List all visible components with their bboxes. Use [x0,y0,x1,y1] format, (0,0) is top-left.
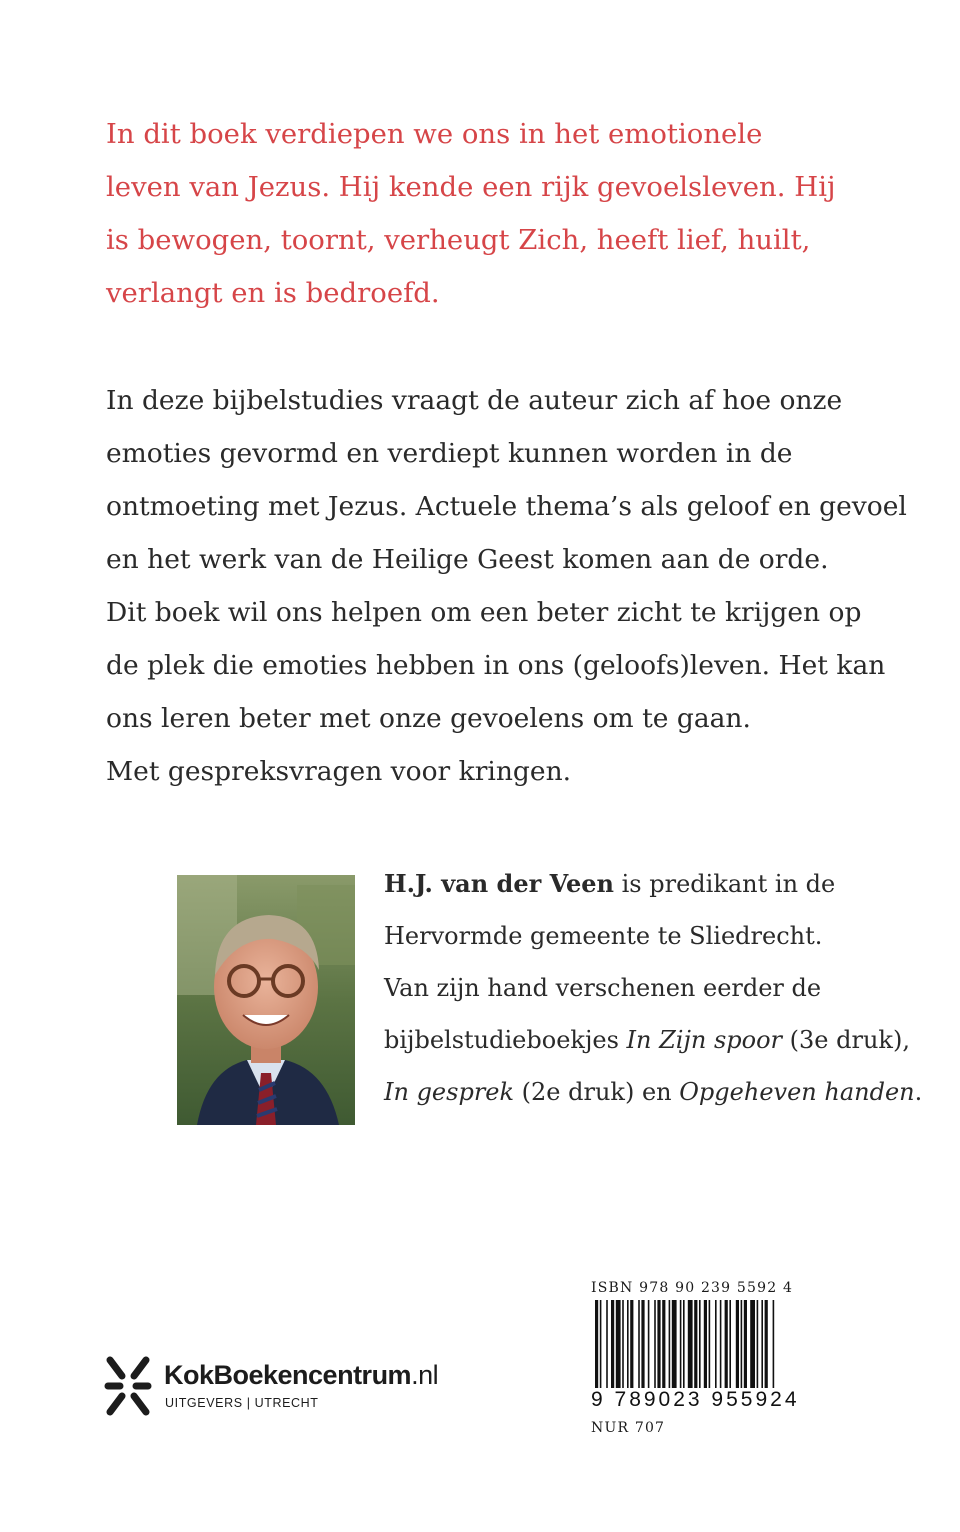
description-line: Met gespreksvragen voor kringen. [106,756,572,787]
description-line: ons leren beter met onze gevoelens om te gaan. [106,703,751,734]
barcode-number: 9 789023 955924 [591,1388,823,1412]
bio-line: In gesprek (2e druk) en Opgeheven handen. [384,1078,923,1106]
intro-line: leven van Jezus. Hij kende een rijk gevoelsleven. Hij [106,171,836,203]
author-photo [177,875,355,1125]
intro-blurb [106,108,846,320]
intro-line: In dit boek verdiepen we ons in het emotionele [106,118,763,150]
nur-code: NUR 707 [591,1420,666,1436]
book-title: Opgeheven handen [679,1078,915,1106]
bio-line: Hervormde gemeente te Sliedrecht. [384,922,823,950]
book-title: In Zijn spoor [626,1026,783,1054]
isbn-text: ISBN 978 90 239 5592 4 [591,1280,794,1296]
intro-line: is bewogen, toornt, verheugt Zich, heeft lief, huilt, [106,224,811,256]
description-text [106,374,907,798]
description-line: Dit boek wil ons helpen om een beter zicht te krijgen op [106,597,862,628]
description-line: ontmoeting met Jezus. Actuele thema’s als geloof en gevoel [106,491,907,522]
publisher-subtitle: UITGEVERS | UTRECHT [165,1396,319,1410]
description-line: de plek die emoties hebben in ons (geloofs)leven. Het kan [106,650,886,681]
author-name: H.J. van der Veen [384,869,614,898]
author-bio [384,858,923,1118]
publisher-name: KokBoekencentrum.nl [164,1360,439,1390]
bio-line: bijbelstudieboekjes In Zijn spoor (3e druk), [384,1026,910,1054]
bio-line: Van zijn hand verschenen eerder de [384,974,822,1002]
publisher-logo [104,1354,504,1424]
publisher-mark-icon [104,1354,152,1418]
book-title: In gesprek [384,1078,515,1106]
bio-line: H.J. van der Veen is predikant in de [384,869,836,898]
description-line: emoties gevormd en verdiept kunnen worden in de [106,438,793,469]
barcode-block [591,1280,831,1440]
intro-line: verlangt en is bedroefd. [106,277,440,309]
description-line: en het werk van de Heilige Geest komen aan de orde. [106,544,829,575]
description-line: In deze bijbelstudies vraagt de auteur zich af hoe onze [106,385,843,416]
